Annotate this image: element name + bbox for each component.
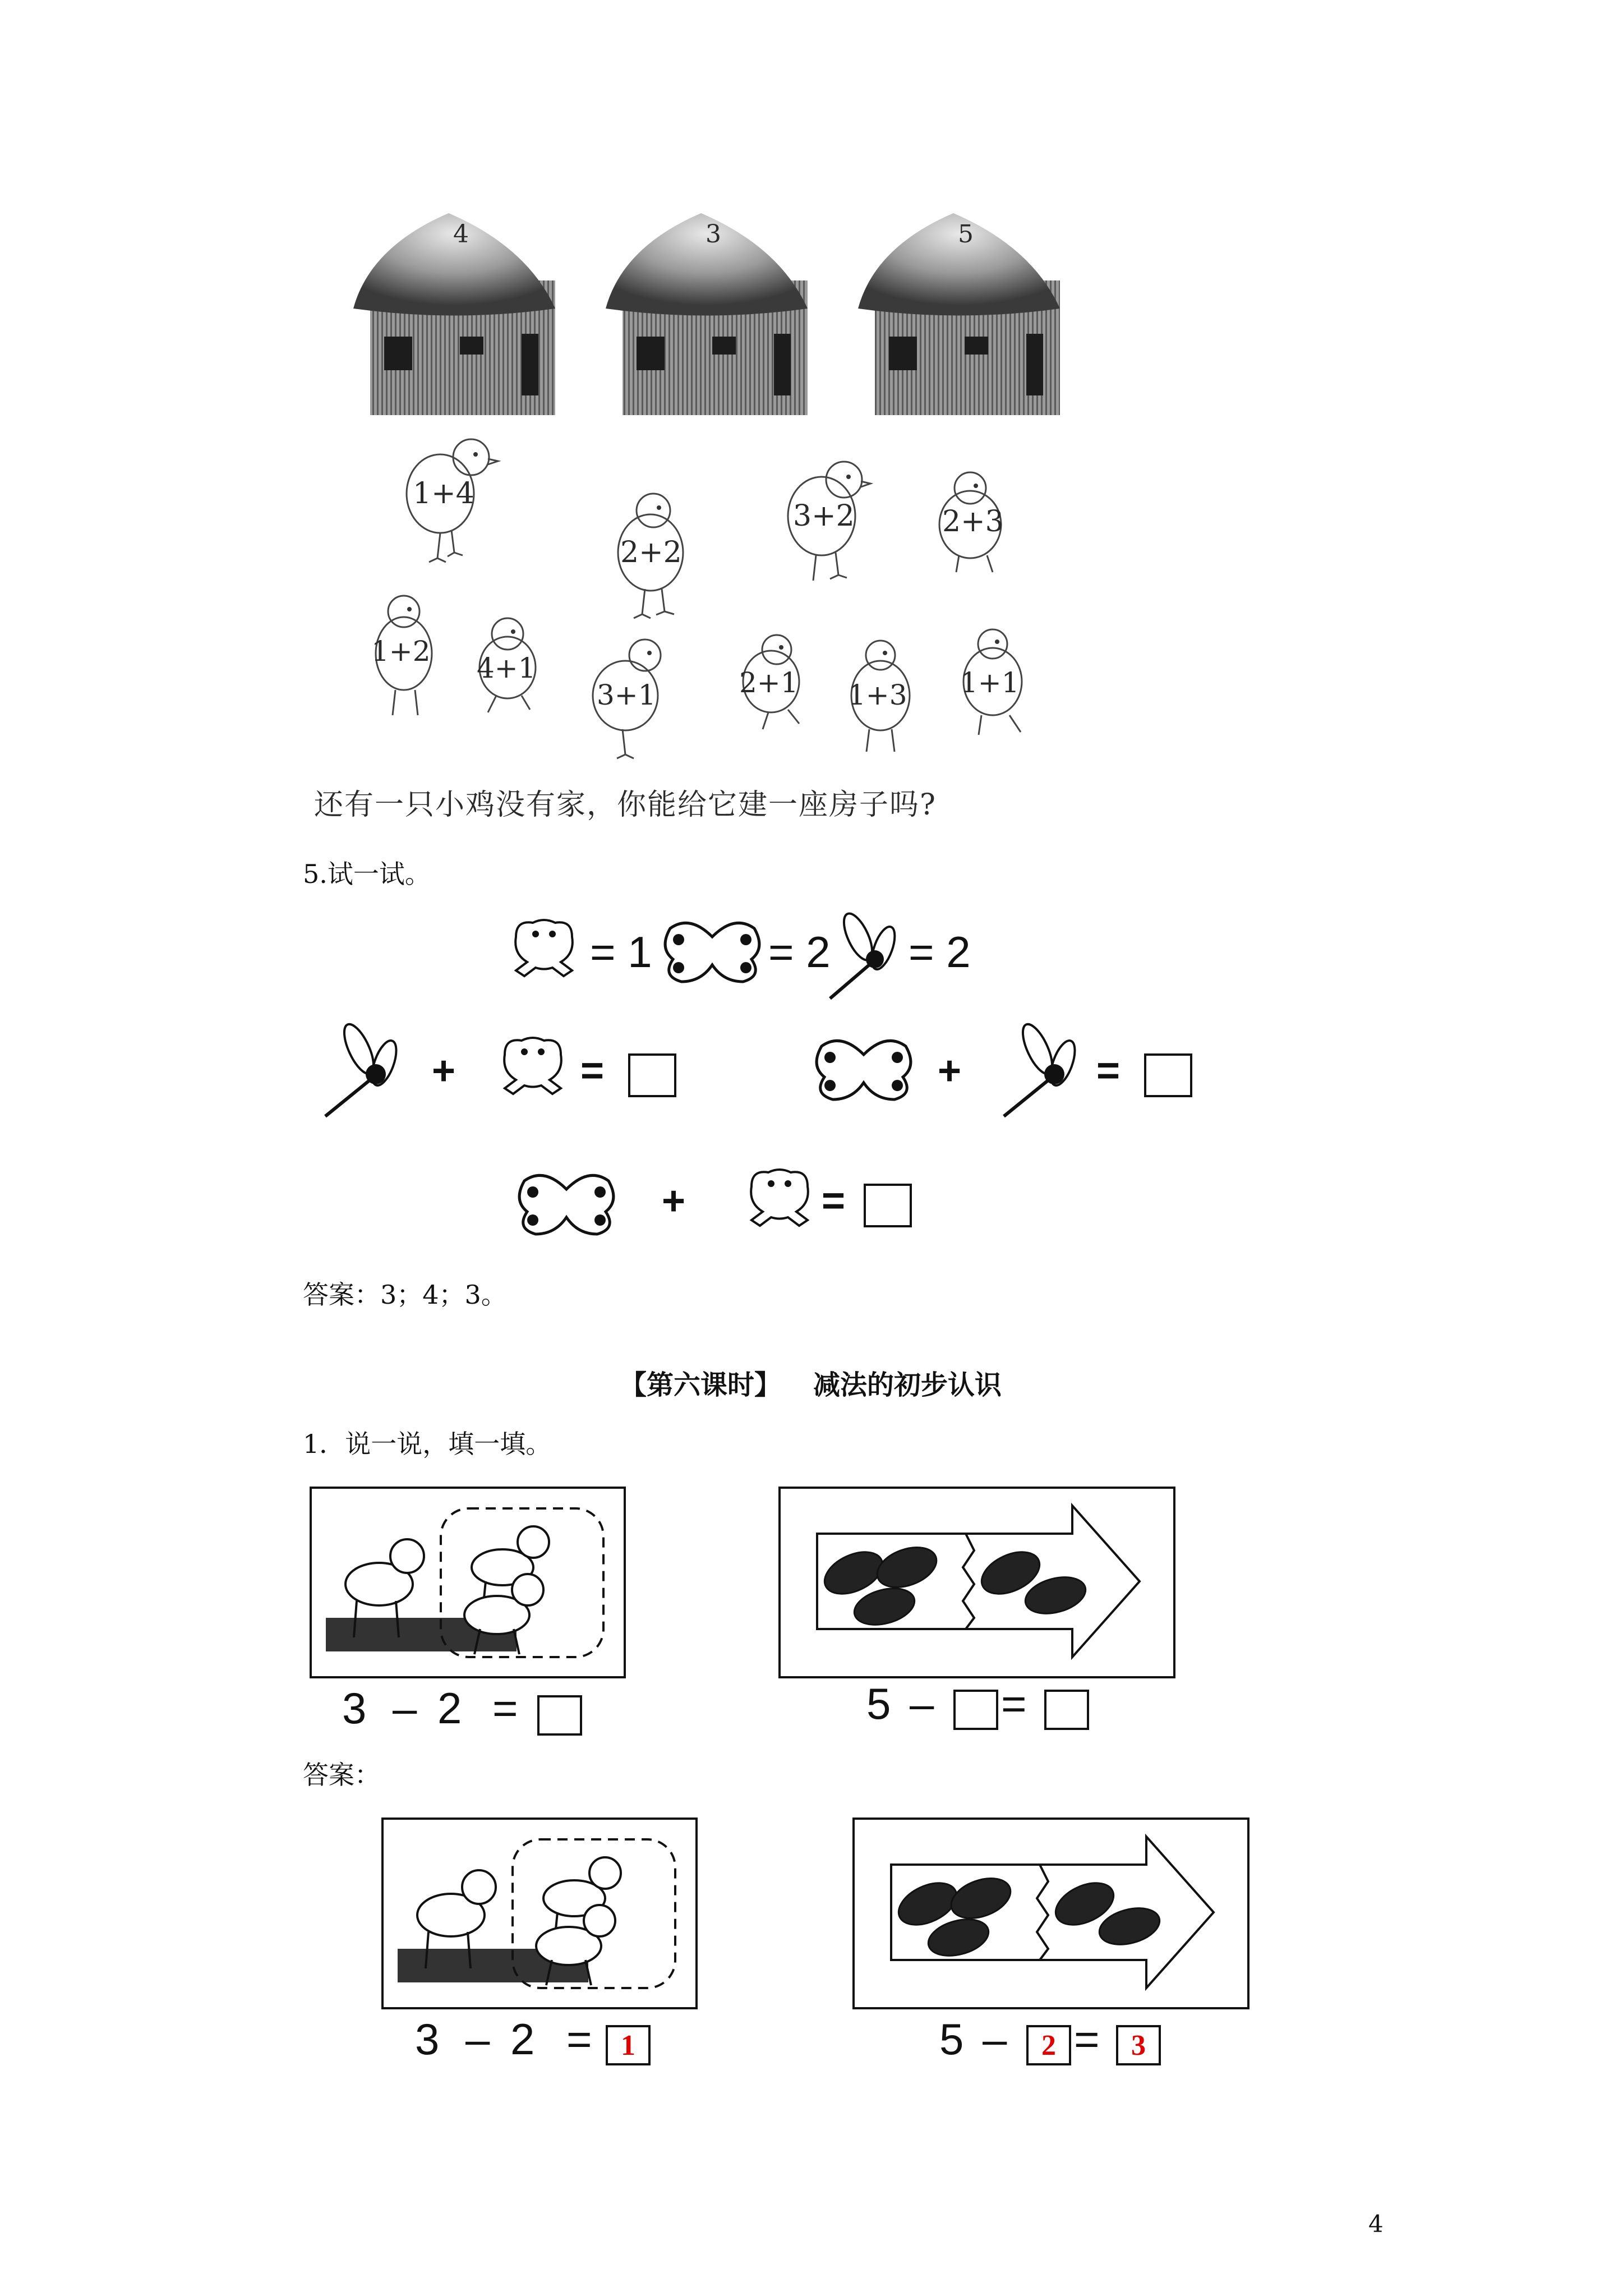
lesson-title-bracket: 【第六课时】 bbox=[620, 1369, 782, 1401]
house-1-number: 4 bbox=[453, 220, 469, 249]
chick-8 bbox=[729, 628, 830, 740]
legend-dragonfly-value: = 2 bbox=[909, 927, 971, 977]
eq-right-subtrahend-box[interactable] bbox=[953, 1690, 998, 1730]
leaves-icon bbox=[781, 1489, 1173, 1676]
frog-icon bbox=[488, 914, 600, 993]
lambs-icon bbox=[312, 1489, 624, 1676]
frog-icon bbox=[477, 1032, 589, 1111]
eq-left-b: 2 bbox=[437, 1683, 462, 1733]
answer-box[interactable] bbox=[864, 1184, 912, 1227]
butterfly-icon bbox=[808, 1032, 920, 1111]
chick-7 bbox=[578, 634, 690, 769]
equals-sign: = bbox=[1096, 1048, 1121, 1093]
eq-right-minus: – bbox=[910, 1679, 934, 1728]
butterfly-icon bbox=[656, 914, 768, 993]
q5-title: 5.试一试。 bbox=[303, 859, 431, 889]
q1-answer-label: 答案： bbox=[303, 1760, 380, 1790]
chick-2 bbox=[600, 488, 712, 623]
lesson-title-name: 减法的初步认识 bbox=[813, 1369, 1002, 1401]
ans-left-b: 2 bbox=[510, 2014, 535, 2064]
frog-icon bbox=[723, 1164, 836, 1243]
equals-sign: = bbox=[580, 1048, 605, 1093]
ans-left-minus: – bbox=[465, 2014, 490, 2064]
ans-right-a: 5 bbox=[939, 2014, 964, 2064]
chick-10 bbox=[948, 623, 1049, 746]
q1-title: 1．说一说，填一填。 bbox=[303, 1429, 552, 1459]
ans-left-equals: = bbox=[566, 2014, 592, 2064]
answer-box[interactable] bbox=[1144, 1053, 1192, 1097]
chick-2-label: 2+2 bbox=[620, 536, 682, 569]
chick-caption: 还有一只小鸡没有家，你能给它建一座房子吗? bbox=[314, 788, 937, 822]
butterfly-icon bbox=[510, 1167, 623, 1245]
chick-10-label: 1+1 bbox=[960, 666, 1020, 699]
answer-lamb-picture bbox=[381, 1818, 698, 2009]
answer-leaves-picture bbox=[852, 1818, 1249, 2009]
chick-3 bbox=[774, 454, 886, 589]
leaves-picture bbox=[778, 1487, 1175, 1678]
ans-right-result: 3 bbox=[1116, 2025, 1161, 2065]
eq-left-minus: – bbox=[393, 1683, 417, 1733]
ans-right-minus: – bbox=[983, 2014, 1007, 2064]
chick-6 bbox=[465, 611, 566, 724]
ans-left-a: 3 bbox=[415, 2014, 440, 2064]
eq-right-equals: = bbox=[1001, 1679, 1027, 1728]
chick-5 bbox=[359, 589, 460, 724]
ans-right-equals: = bbox=[1074, 2014, 1100, 2064]
eq-right-result-box[interactable] bbox=[1044, 1690, 1089, 1730]
legend-frog-value: = 1 bbox=[590, 927, 652, 977]
q5-answer: 答案：3；4；3。 bbox=[303, 1280, 507, 1310]
lamb-picture bbox=[310, 1487, 626, 1678]
eq-left-equals: = bbox=[492, 1683, 518, 1733]
equals-sign: = bbox=[822, 1179, 846, 1223]
eq-right-a: 5 bbox=[866, 1679, 891, 1728]
lambs-icon bbox=[384, 1820, 695, 2007]
page-number: 4 bbox=[1368, 2210, 1384, 2238]
house-3-number: 5 bbox=[958, 220, 974, 249]
chick-9-label: 1+3 bbox=[848, 679, 907, 711]
chick-1 bbox=[393, 432, 505, 567]
eq-left-result-box[interactable] bbox=[537, 1695, 582, 1736]
plus-sign: + bbox=[432, 1048, 456, 1093]
chick-9 bbox=[836, 634, 937, 769]
chick-5-label: 1+2 bbox=[371, 635, 431, 668]
eq-left-a: 3 bbox=[342, 1683, 367, 1733]
ans-left-result: 1 bbox=[606, 2025, 651, 2065]
legend-butterfly-value: = 2 bbox=[768, 927, 831, 977]
leaves-icon bbox=[855, 1820, 1247, 2007]
plus-sign: + bbox=[662, 1179, 686, 1223]
chick-7-label: 3+1 bbox=[597, 679, 656, 711]
house-2-number: 3 bbox=[706, 220, 721, 249]
chick-4-label: 2+3 bbox=[942, 505, 1004, 539]
plus-sign: + bbox=[938, 1048, 962, 1093]
answer-box[interactable] bbox=[628, 1053, 676, 1097]
dragonfly-icon bbox=[314, 1015, 415, 1122]
ans-right-subtrahend: 2 bbox=[1026, 2025, 1071, 2065]
chick-6-label: 4+1 bbox=[477, 652, 536, 684]
chick-3-label: 3+2 bbox=[793, 499, 855, 533]
chick-1-label: 1+4 bbox=[413, 477, 474, 510]
dragonfly-icon bbox=[993, 1015, 1094, 1122]
chick-4 bbox=[925, 466, 1038, 578]
chick-8-label: 2+1 bbox=[739, 666, 799, 699]
dragonfly-icon bbox=[819, 903, 909, 1004]
